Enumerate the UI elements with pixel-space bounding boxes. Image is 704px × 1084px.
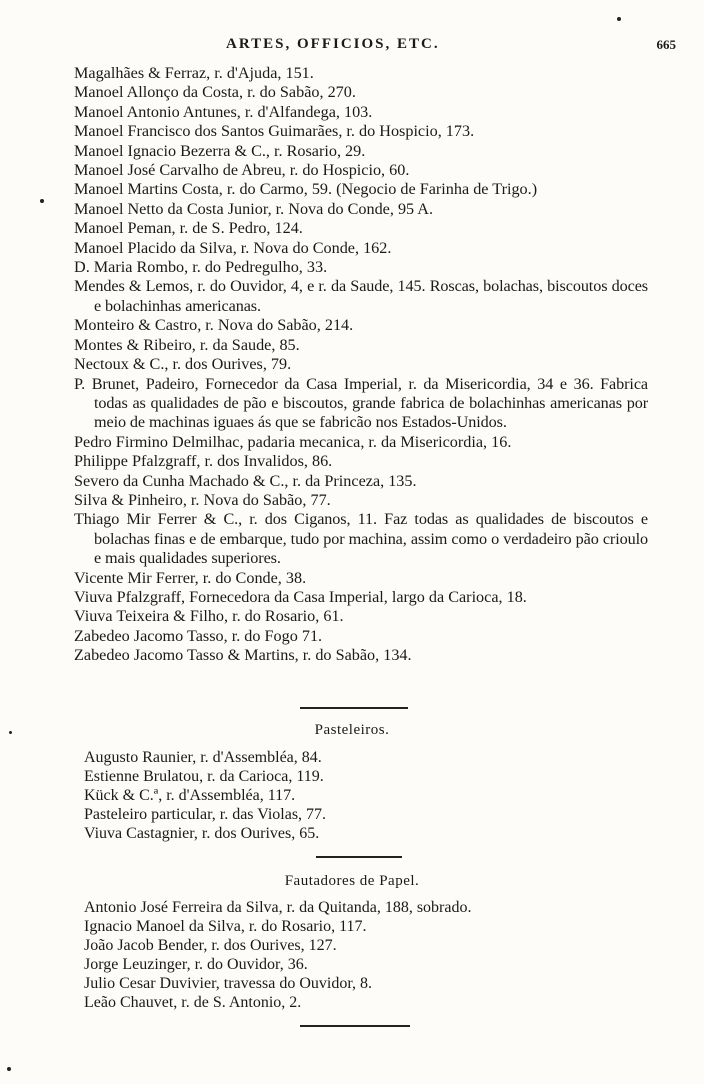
ink-speck (7, 1067, 11, 1071)
list-item: Viuva Castagnier, r. dos Ourives, 65. (84, 825, 320, 842)
list-item: João Jacob Bender, r. dos Ourives, 127. (84, 937, 337, 954)
section-divider (300, 1025, 410, 1027)
list-item: Manoel Peman, r. de S. Pedro, 124. (74, 219, 303, 238)
page-number: 665 (656, 37, 676, 52)
list-item: Pedro Firmino Delmilhac, padaria mecanica, r. da Misericordia, 16. (74, 432, 512, 451)
list-item: Magalhães & Ferraz, r. d'Ajuda, 151. (74, 64, 314, 82)
list-item: Manoel José Carvalho de Abreu, r. do Hospicio, 60. (74, 161, 410, 180)
list-item: Leão Chauvet, r. de S. Antonio, 2. (84, 994, 302, 1011)
list-item: Silva & Pinheiro, r. Nova do Sabão, 77. (74, 490, 331, 509)
main-entry-list (74, 64, 648, 666)
section-title-pasteleiros: Pasteleiros. (314, 722, 390, 738)
running-title: ARTES, OFFICIOS, ETC. (226, 36, 440, 52)
list-item: Viuva Teixeira & Filho, r. do Rosario, 61. (74, 607, 344, 626)
section-title-fautadores: Fautadores de Papel. (284, 873, 420, 889)
fautadores-list (84, 898, 644, 1012)
list-item: Nectoux & C., r. dos Ourives, 79. (74, 355, 292, 374)
list-item: Thiago Mir Ferrer & C., r. dos Ciganos, 11. Faz todas as qualidades de biscoutos e bolachas finas e de embarque, tudo por machina, assim como o verdadeiro pão crioulo e mais qualidades superiores. (74, 510, 648, 568)
list-item: Zabedeo Jacomo Tasso, r. do Fogo 71. (74, 626, 323, 645)
list-item: Manoel Placido da Silva, r. Nova do Conde, 162. (74, 238, 392, 257)
list-item: Manoel Ignacio Bezerra & C., r. Rosario, 29. (74, 141, 366, 160)
list-item: Pasteleiro particular, r. das Violas, 77. (84, 806, 327, 823)
section-divider (300, 707, 408, 709)
list-item: Zabedeo Jacomo Tasso & Martins, r. do Sabão, 134. (74, 646, 412, 665)
ink-speck (617, 17, 621, 21)
list-item: Julio Cesar Duvivier, travessa do Ouvidor, 8. (84, 975, 372, 992)
list-item: Montes & Ribeiro, r. da Saude, 85. (74, 335, 300, 354)
list-item: P. Brunet, Padeiro, Fornecedor da Casa Imperial, r. da Misericordia, 34 e 36. Fabrica todas as qualidades de pão e biscoutos, grande fabrica de bolachinhas americanas por meio de machinas iguaes ás que se fabricão nos Estados-Unidos. (74, 374, 648, 432)
pasteleiros-list (84, 748, 624, 843)
list-item: Vicente Mir Ferrer, r. do Conde, 38. (74, 568, 307, 587)
list-item: Estienne Brulatou, r. da Carioca, 119. (84, 768, 324, 785)
list-item: Kück & C.ª, r. d'Assembléa, 117. (84, 787, 296, 804)
list-item: Antonio José Ferreira da Silva, r. da Quitanda, 188, sobrado. (84, 899, 472, 916)
list-item: Manoel Allonço da Costa, r. do Sabão, 270. (74, 83, 356, 102)
section-divider (316, 856, 402, 858)
list-item: Philippe Pfalzgraff, r. dos Invalidos, 86. (74, 452, 333, 471)
list-item: Ignacio Manoel da Silva, r. do Rosario, 117. (84, 918, 367, 935)
list-item: Manoel Netto da Costa Junior, r. Nova do Conde, 95 A. (74, 199, 434, 218)
list-item: Augusto Raunier, r. d'Assembléa, 84. (84, 749, 322, 766)
page-header (0, 36, 704, 58)
list-item: Mendes & Lemos, r. do Ouvidor, 4, e r. da Saude, 145. Roscas, bolachas, biscoutos doces e bolachinhas americanas. (74, 277, 648, 315)
list-item: Viuva Pfalzgraff, Fornecedora da Casa Imperial, largo da Carioca, 18. (74, 587, 527, 606)
list-item: Manoel Martins Costa, r. do Carmo, 59. (Negocio de Farinha de Trigo.) (74, 180, 538, 199)
list-item: Severo da Cunha Machado & C., r. da Princeza, 135. (74, 471, 417, 490)
list-item: D. Maria Rombo, r. do Pedregulho, 33. (74, 258, 328, 277)
list-item: Jorge Leuzinger, r. do Ouvidor, 36. (84, 956, 308, 973)
list-item: Monteiro & Castro, r. Nova do Sabão, 214. (74, 316, 354, 335)
list-item: Manoel Antonio Antunes, r. d'Alfandega, 103. (74, 102, 373, 121)
list-item: Manoel Francisco dos Santos Guimarães, r. do Hospicio, 173. (74, 122, 475, 141)
ink-speck (40, 199, 44, 203)
